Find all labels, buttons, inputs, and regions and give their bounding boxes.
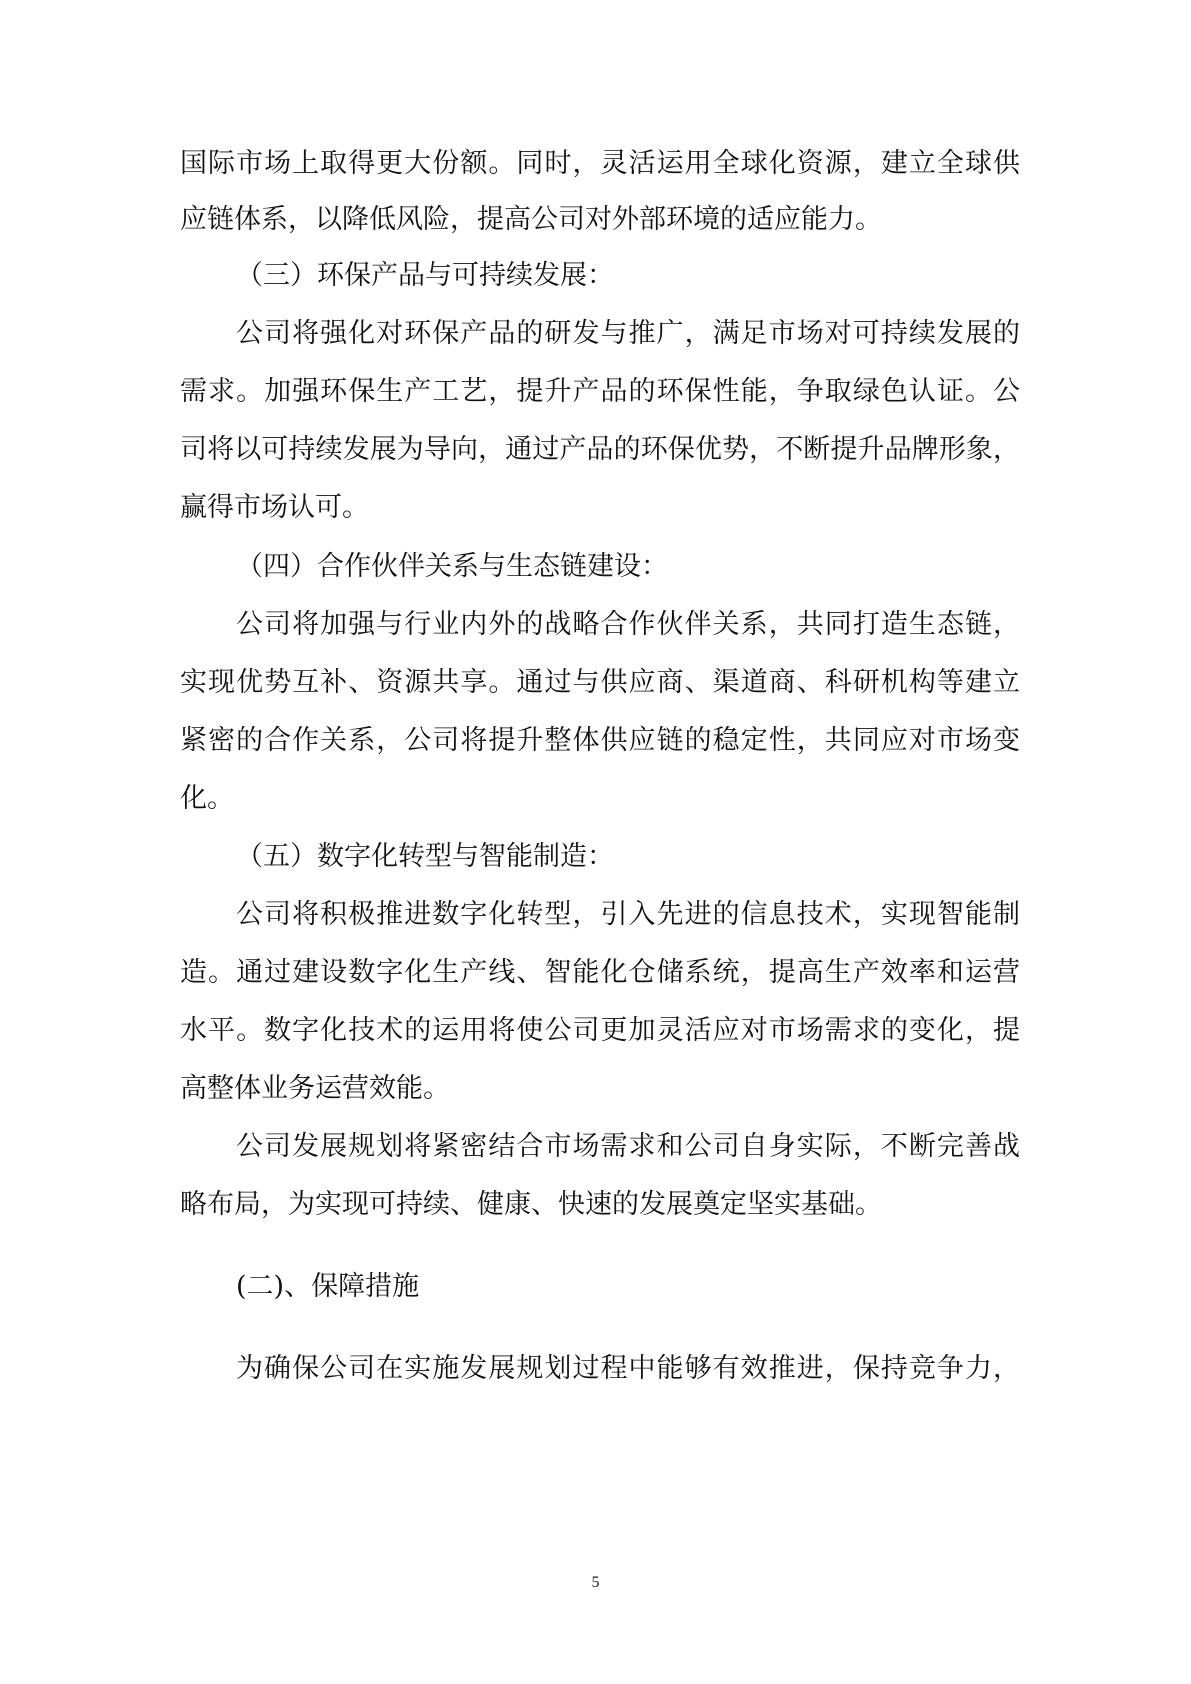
section-heading-safeguards: (二)、保障措施 (236, 1271, 420, 1302)
section-heading-environmental: （三）环保产品与可持续发展： (236, 260, 614, 291)
paragraph-line: 略布局，为实现可持续、健康、快速的发展奠定坚实基础。 (180, 1189, 882, 1220)
paragraph-line: 公司将强化对环保产品的研发与推广，满足市场对可持续发展的 (236, 318, 1020, 349)
paragraph-line: 司将以可持续发展为导向，通过产品的环保优势，不断提升品牌形象， (180, 434, 1020, 465)
section-heading-partners: （四）合作伙伴关系与生态链建设： (236, 551, 668, 582)
section-heading-digital: （五）数字化转型与智能制造： (236, 841, 614, 872)
paragraph-line: 应链体系，以降低风险，提高公司对外部环境的适应能力。 (180, 204, 882, 235)
paragraph-line: 高整体业务运营效能。 (180, 1073, 450, 1104)
paragraph-line: 赢得市场认可。 (180, 492, 369, 523)
paragraph-line: 化。 (180, 783, 234, 814)
paragraph-line: 为确保公司在实施发展规划过程中能够有效推进，保持竞争力， (236, 1353, 1020, 1384)
paragraph-line: 造。通过建设数字化生产线、智能化仓储系统，提高生产效率和运营 (180, 957, 1020, 988)
paragraph-line: 水平。数字化技术的运用将使公司更加灵活应对市场需求的变化，提 (180, 1015, 1020, 1046)
paragraph-line: 公司发展规划将紧密结合市场需求和公司自身实际，不断完善战 (236, 1131, 1020, 1162)
paragraph-line: 国际市场上取得更大份额。同时，灵活运用全球化资源，建立全球供 (180, 148, 1020, 179)
paragraph-line: 实现优势互补、资源共享。通过与供应商、渠道商、科研机构等建立 (180, 667, 1020, 698)
page-number: 5 (591, 1574, 600, 1591)
paragraph-line: 公司将加强与行业内外的战略合作伙伴关系，共同打造生态链， (236, 609, 1020, 640)
paragraph-line: 需求。加强环保生产工艺，提升产品的环保性能，争取绿色认证。公 (180, 376, 1020, 407)
paragraph-line: 紧密的合作关系，公司将提升整体供应链的稳定性，共同应对市场变 (180, 725, 1020, 756)
paragraph-line: 公司将积极推进数字化转型，引入先进的信息技术，实现智能制 (236, 899, 1020, 930)
